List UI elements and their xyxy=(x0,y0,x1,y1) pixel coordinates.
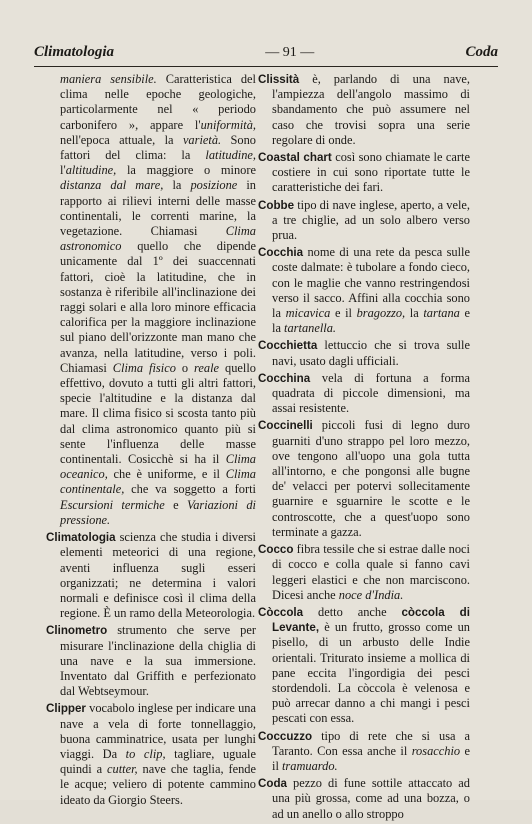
entry-text: reale xyxy=(194,360,220,375)
entry-text: varietà. xyxy=(182,132,222,147)
entry-text: strumento che serve per misurare l'inclinazione della chiglia di una nave e la sua immersione. Inventato dal Griffith e perfezionato dal Webtseymour. xyxy=(60,623,256,699)
entry-headword: Coccuzzo xyxy=(258,729,313,743)
entry-headword: Coda xyxy=(258,777,287,791)
entry-text: la xyxy=(405,306,424,321)
dictionary-entry xyxy=(258,605,470,727)
entry-text: noce d'India. xyxy=(338,587,404,602)
entry-text: pezzo di fune sottile attaccato ad una più grossa, come ad una bozza, o ad un anello o allo stroppo xyxy=(272,776,470,821)
dictionary-entry xyxy=(258,245,470,336)
dictionary-entry xyxy=(258,418,470,540)
entry-text: o xyxy=(175,360,195,375)
entry-headword: Climatologia xyxy=(46,531,116,545)
entry-text: nome di una rete da pesca sulle coste dalmate: è tubolare a fondo cieco, con le maglie che vanno restringendosi verso il sacco. Affini alla cocchia sono la xyxy=(272,245,470,321)
entry-text: Variazioni di pressione. xyxy=(60,497,257,527)
entry-text: così sono chiamate le carte costiere in cui sono riportate tutte le caratteristiche dei fari. xyxy=(272,150,470,195)
entry-text: tipo di rete che si usa a Taranto. Con essa anche il xyxy=(272,728,470,758)
entry-text: nell'epoca attuale, la xyxy=(60,132,183,147)
entry-text: che va soggetto a forti xyxy=(124,482,256,497)
entry-text: piccoli fusi di legno duro guarniti d'uno strappo pel loro mezzo, ove tengono all'uopo una gola tutta all'intorno, e che pongonsi alle bugne de' velacci per potervi sollecitamente guarnire e sguarnire le scotte e le controscotte, che a quest'uopo sono terminate a gazza. xyxy=(272,418,470,539)
entry-headword: Cocco xyxy=(258,543,294,557)
dictionary-entry xyxy=(258,729,470,775)
entry-text: tagliare, uguale quindi a xyxy=(60,746,257,777)
entry-text: tartanella. xyxy=(284,321,337,336)
entry-text: micavica xyxy=(285,306,331,321)
dictionary-entry xyxy=(258,150,470,196)
dictionary-entry xyxy=(258,776,470,822)
entry-text: to clip, xyxy=(125,746,166,761)
entry-headword: Cocchietta xyxy=(258,339,318,353)
entry-text: tramuardo. xyxy=(281,758,338,773)
entry-text: uniformità, xyxy=(200,117,256,132)
dictionary-entry xyxy=(258,72,470,148)
entry-text: rosacchio xyxy=(411,743,461,758)
dictionary-entry xyxy=(258,371,470,417)
dictionary-entry xyxy=(46,72,256,528)
entry-text: Clima oceanico, xyxy=(60,452,256,482)
entry-text: Clima continentale, xyxy=(60,467,256,497)
right-column xyxy=(258,72,470,824)
entry-text: e xyxy=(164,497,188,512)
entry-text: nave che taglia, fende le acque; veliero di potente cammino ideato da Giorgio Steers. xyxy=(60,762,256,807)
left-column xyxy=(46,72,256,810)
entry-text: e la xyxy=(272,306,470,336)
dictionary-entry xyxy=(46,701,256,807)
entry-text: còccola di Levante, xyxy=(272,605,470,635)
entry-text: in rapporto ai rilievi interni delle masse continentali, le correnti marine, la vegetazione. Chiamasi xyxy=(60,178,256,239)
entry-text: Caratteristica del clima nelle epoche geologiche, particolarmente nel « periodo carbonifero », appare l' xyxy=(60,72,256,132)
entry-headword: Coastal chart xyxy=(258,151,332,165)
entry-text: quello che dipende unicamente dal 1º dei suaccennati fattori, cioè la latitudine, che in sostanza è riferibile all'inclinazione dei raggi solari e alla loro minore efficacia calorifica per la maggiore inclinazione sul piano dell'orizzonte man mano che avanza, nella latitudine, verso i poli. Chiamasi xyxy=(60,239,256,375)
entry-headword: Clissità xyxy=(258,73,300,86)
entry-headword: Clinometro xyxy=(46,624,108,638)
header-left-word: Climatologia xyxy=(34,44,115,60)
header-rule xyxy=(34,66,498,67)
entry-text: bragozzo, xyxy=(356,306,406,321)
entry-text: e il xyxy=(330,306,357,321)
entry-text: distanza dal mare, xyxy=(60,178,164,193)
entry-headword: Cocchia xyxy=(258,246,304,260)
entry-text: che è uniforme, e il xyxy=(107,467,226,482)
entry-text: Escursioni termiche xyxy=(60,497,165,512)
dictionary-entry xyxy=(258,198,470,244)
entry-text: è un frutto, grosso come un pisello, di un arbusto delle Indie orientali. Triturato insieme a mollica di pane eccita l'ingordigia dei pesci stordendoli. La còccola è velenosa e può arrecar danno a chi mangi i pesci pescati con essa. xyxy=(272,620,470,726)
entry-text: Clima astronomico xyxy=(60,224,256,254)
entry-headword: Clipper xyxy=(46,702,86,716)
entry-text: vela di fortuna a forma quadrata di piccole dimensioni, ma assai resistente. xyxy=(272,370,470,416)
entry-text: scienza che studia i diversi elementi meteorici di una regione, aventi influenza sugli esseri organizzati; ne determina i valori normali e definisce così il clima della regione. È un ramo della Meteorologia. xyxy=(60,530,256,621)
entry-headword: Coccinelli xyxy=(258,419,313,433)
entry-text: cutter, xyxy=(107,762,138,777)
entry-text: la maggiore o minore xyxy=(116,163,256,178)
dictionary-entry xyxy=(258,542,470,603)
running-header xyxy=(34,44,498,66)
entry-headword: Cocchina xyxy=(258,371,311,385)
dictionary-entry xyxy=(46,530,256,621)
entry-text: è, parlando di una nave, l'ampiezza dell'angolo massimo di sbandamento che può assumere nel caso che trovisi sopra una serie regolare di onde. xyxy=(272,72,470,147)
entry-text: detto anche xyxy=(303,604,402,619)
page-number: — 91 — xyxy=(265,45,315,60)
entry-text: Clima fisico xyxy=(112,360,176,375)
entry-text: latitudine, xyxy=(205,148,256,163)
entry-text: posizione xyxy=(190,178,238,193)
entry-text: quello effettivo, dovuto a tutti gli altri fattori, specie l'altitudine e la distanza dal mare. Il clima fisico si scosta tanto più dal clima astronomico quanto più si sente l'influenza delle masse continentali. Cosicchè si ha il xyxy=(60,360,256,467)
entry-headword: Cobbe xyxy=(258,198,295,212)
entry-text: vocabolo inglese per indicare una nave a vela di forte tonnellaggio, buona camminatrice, usata per lunghi viaggi. Da xyxy=(60,701,256,761)
dictionary-entry xyxy=(258,338,470,368)
entry-text: fibra tessile che si estrae dalle noci di cocco e colla quale si fanno cavi leggeri elastici e che non marciscono. Dicesi anche xyxy=(272,542,470,602)
header-right-word: Coda xyxy=(465,44,498,60)
entry-headword: Còccola xyxy=(258,605,304,619)
entry-text: la xyxy=(163,178,191,193)
dictionary-entry xyxy=(46,623,256,699)
entry-text: Sono fattori del clima: la xyxy=(60,132,257,163)
entry-text: altitudine, xyxy=(65,163,117,178)
entry-text: tartana xyxy=(423,306,460,321)
entry-text: tipo di nave inglese, aperto, a vele, a tre chiglie, ad un solo albero verso prua. xyxy=(272,197,470,243)
entry-text: l' xyxy=(60,163,66,178)
entry-text: lettuccio che si trova sulle navi, usato dagli ufficiali. xyxy=(272,338,470,368)
entry-text: maniera sensibile. xyxy=(60,72,157,86)
entry-text: e il xyxy=(272,743,470,773)
